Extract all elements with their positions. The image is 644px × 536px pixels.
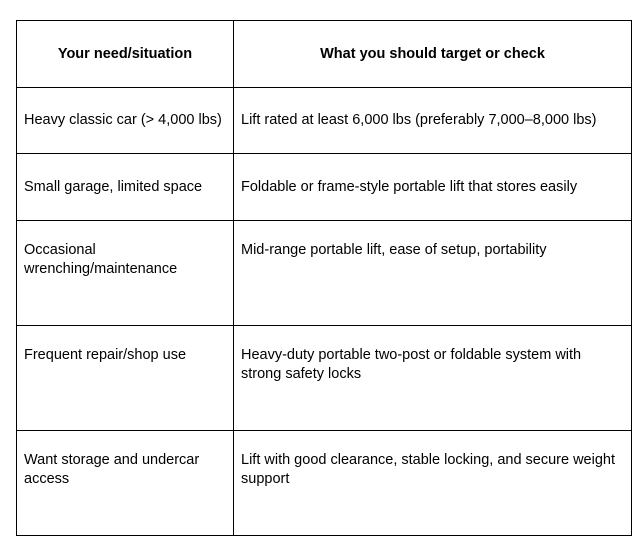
comparison-table	[16, 20, 632, 536]
need-cell: Occasional wrenching/maintenance	[17, 221, 234, 326]
table-row	[17, 431, 632, 536]
target-cell: Heavy-duty portable two-post or foldable system with strong safety locks	[234, 326, 632, 431]
header-target: What you should target or check	[234, 21, 632, 88]
need-cell: Heavy classic car (> 4,000 lbs)	[17, 88, 234, 154]
need-cell: Want storage and undercar access	[17, 431, 234, 536]
table-row	[17, 326, 632, 431]
target-cell: Lift with good clearance, stable locking, and secure weight support	[234, 431, 632, 536]
table-row	[17, 88, 632, 154]
header-need: Your need/situation	[17, 21, 234, 88]
table-row	[17, 221, 632, 326]
target-cell: Mid-range portable lift, ease of setup, portability	[234, 221, 632, 326]
need-cell: Frequent repair/shop use	[17, 326, 234, 431]
need-cell: Small garage, limited space	[17, 154, 234, 221]
target-cell: Lift rated at least 6,000 lbs (preferably 7,000–8,000 lbs)	[234, 88, 632, 154]
target-cell: Foldable or frame-style portable lift that stores easily	[234, 154, 632, 221]
header-row	[17, 21, 632, 88]
table-row	[17, 154, 632, 221]
